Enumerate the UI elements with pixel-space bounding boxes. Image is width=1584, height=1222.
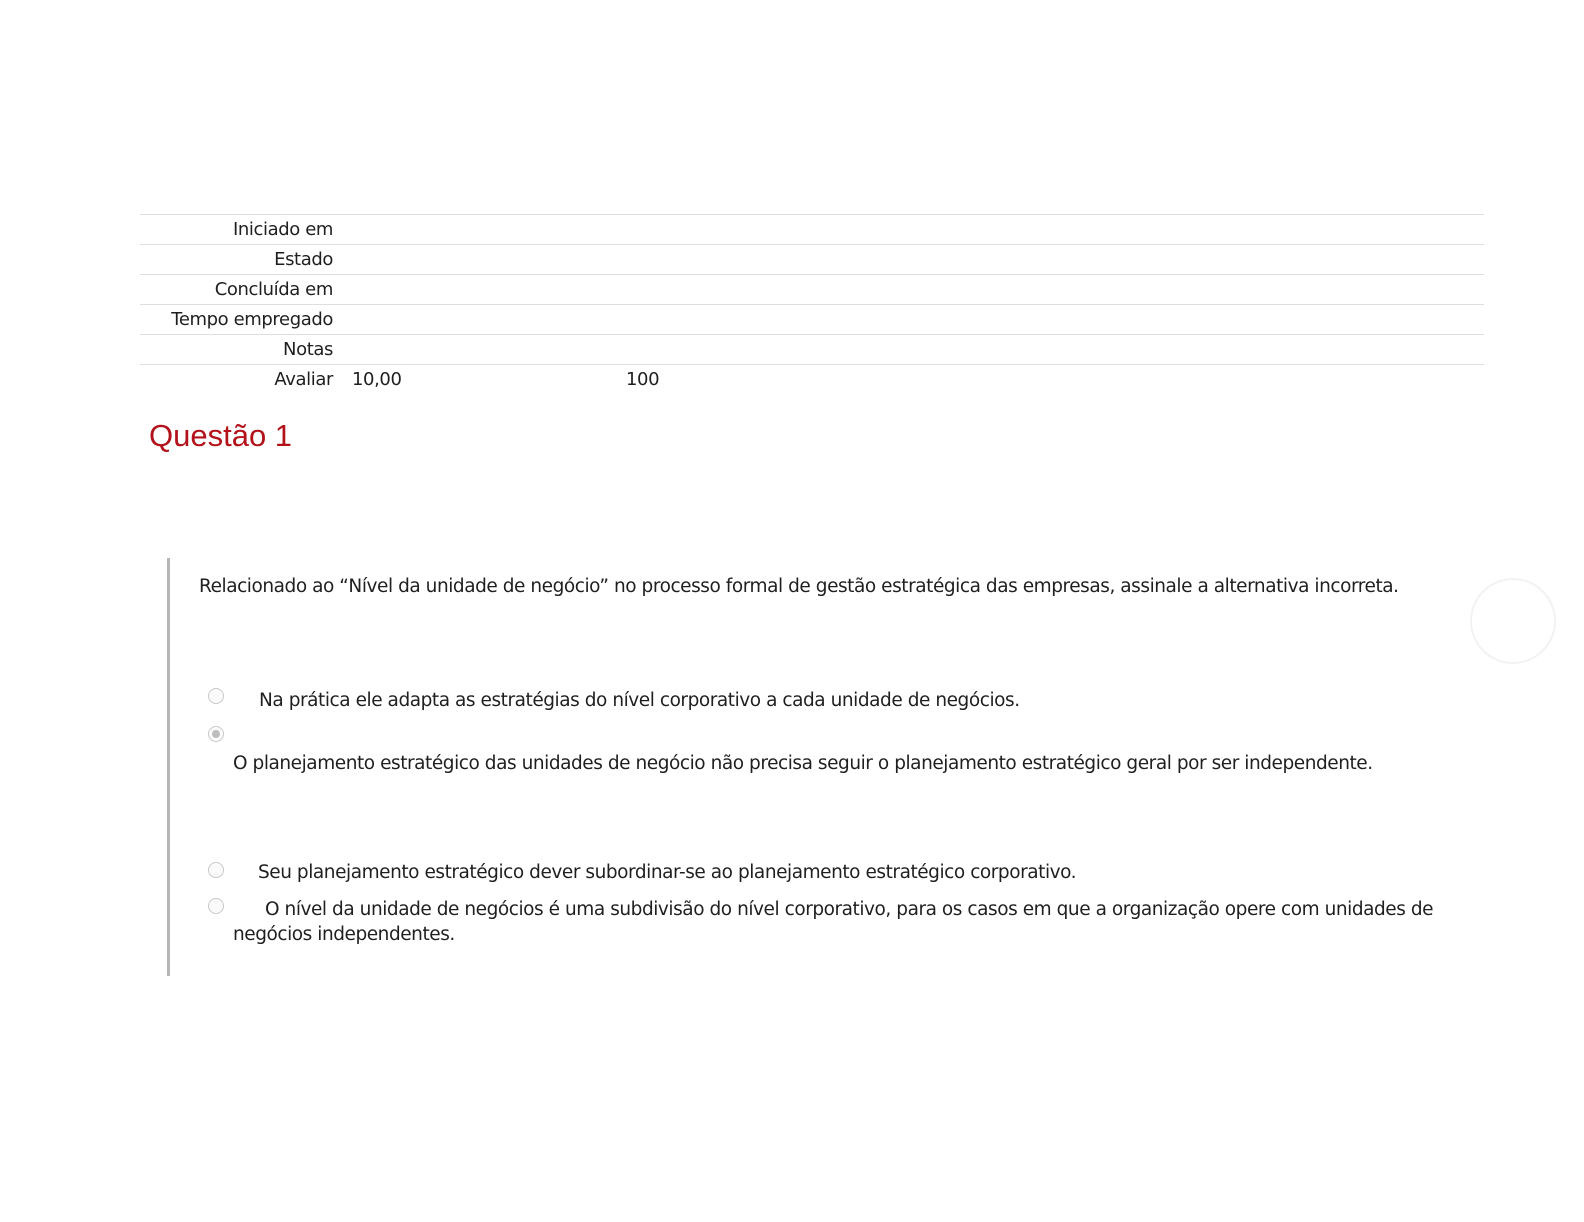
summary-row-started [140, 215, 1484, 245]
summary-row-time-taken [140, 305, 1484, 335]
summary-label: Concluída em [214, 279, 333, 300]
summary-label: Estado [274, 249, 333, 270]
attempt-summary-table [140, 214, 1484, 394]
answer-option[interactable] [201, 688, 1441, 714]
radio-button[interactable] [208, 862, 224, 878]
summary-row-grade [140, 365, 1484, 394]
decorative-circle [1470, 578, 1556, 664]
summary-row-marks [140, 335, 1484, 365]
radio-button-selected[interactable] [208, 726, 224, 742]
question-content [167, 558, 1470, 976]
answer-option-text: O nível da unidade de negócios é uma subdivisão do nível corporativo, para os casos em que a organização opere com unidades de negócios independentes. [233, 899, 1434, 945]
summary-label: Notas [283, 339, 333, 360]
answer-option[interactable] [201, 897, 1441, 949]
summary-row-completed [140, 275, 1484, 305]
summary-label: Tempo empregado [171, 309, 333, 330]
answer-option-text: Seu planejamento estratégico dever subordinar-se ao planejamento estratégico corporativo. [258, 862, 1077, 883]
question-prompt: Relacionado ao “Nível da unidade de negócio” no processo formal de gestão estratégica das empresas, assinale a alternativa incorreta. [199, 576, 1399, 597]
answer-option-selected[interactable] [201, 726, 1441, 786]
question-title: Questão 1 [149, 418, 293, 453]
grade-max: 100 [626, 369, 660, 390]
answer-option[interactable] [201, 860, 1441, 886]
grade-value: 10,00 [352, 369, 402, 390]
answer-option-text: O planejamento estratégico das unidades de negócio não precisa seguir o planejamento estratégico geral por ser independente. [233, 753, 1373, 774]
summary-label: Avaliar [274, 369, 333, 390]
summary-row-state [140, 245, 1484, 275]
radio-button[interactable] [208, 688, 224, 704]
answer-option-text: Na prática ele adapta as estratégias do nível corporativo a cada unidade de negócios. [259, 690, 1020, 711]
radio-button[interactable] [208, 898, 224, 914]
summary-label: Iniciado em [232, 219, 333, 240]
